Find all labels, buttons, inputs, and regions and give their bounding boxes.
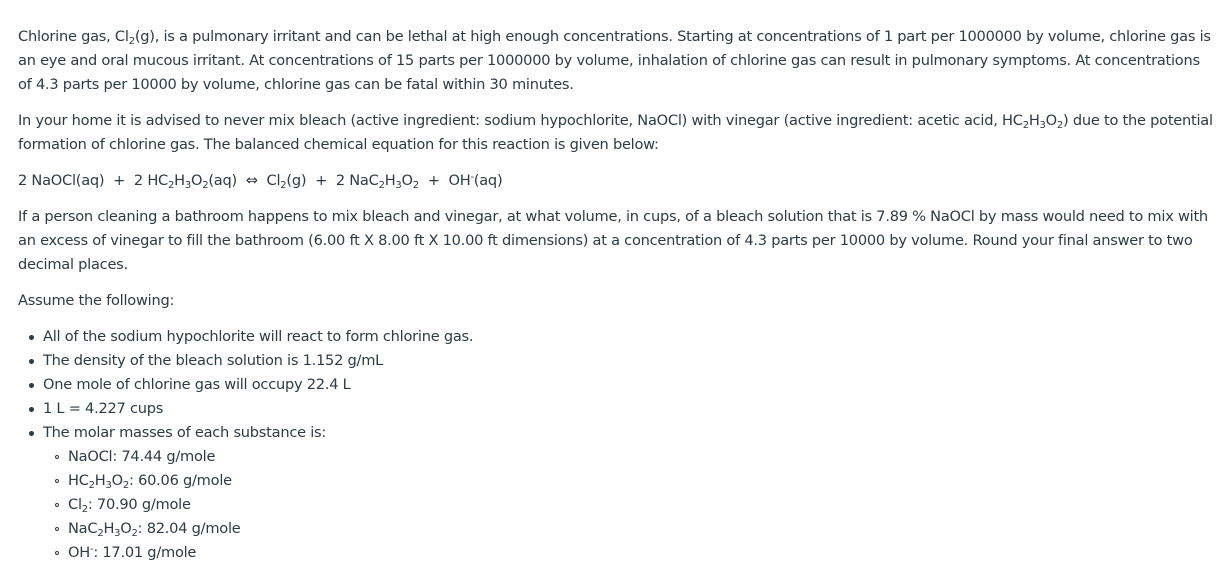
- list-item: $Cl_2$: 70.90 g/mole: [43, 493, 1213, 517]
- subscript: 2: [1056, 120, 1064, 131]
- plus-sign: +: [113, 172, 126, 189]
- context-paragraph: [18, 109, 1213, 157]
- molar-mass-list: [43, 445, 1213, 565]
- reactant-naocl: 2 NaOCl(aq): [18, 172, 105, 189]
- question-content: [18, 25, 1213, 565]
- product-hydroxide: OH-(aq): [448, 172, 503, 189]
- list-item: All of the sodium hypochlorite will react to form chlorine gas.: [18, 325, 1213, 349]
- list-item: The density of the bleach solution is 1.152 g/mL: [18, 349, 1213, 373]
- plus-sign: +: [315, 172, 328, 189]
- plus-sign: +: [427, 172, 440, 189]
- text: ) due to the potential formation of chlorine gas. The balanced chemical equation for this reaction is given below:: [18, 112, 1213, 153]
- list-item: 1 L = 4.227 cups: [18, 397, 1213, 421]
- intro-paragraph: [18, 25, 1213, 97]
- text: The molar masses of each substance is:: [43, 424, 327, 441]
- chemical-equation: [18, 169, 1213, 193]
- assumptions-list: [18, 325, 1213, 565]
- equilibrium-arrow: ⇔: [245, 172, 258, 189]
- text: O: [1045, 112, 1057, 129]
- list-item: [18, 421, 1213, 565]
- list-item: OH-: 17.01 g/mole: [43, 541, 1213, 565]
- list-item: $HC_2H_3O_2$: 60.06 g/mole: [43, 469, 1213, 493]
- product-chlorine: $Cl_2(g)$: [266, 172, 307, 191]
- text: In your home it is advised to never mix bleach (active ingredient: sodium hypochlorite, NaOCl) with vinegar (active ingredient: acetic acid, HC: [18, 112, 1023, 129]
- reactant-acetic-acid: 2 $HC_2H_3O_2(aq)$: [133, 172, 237, 191]
- text: H: [1028, 112, 1040, 129]
- subscript: 2: [128, 36, 135, 47]
- list-item: $NaC_2H_3O_2$: 82.04 g/mole: [43, 517, 1213, 541]
- list-item: NaOCl: 74.44 g/mole: [43, 445, 1213, 469]
- list-item: One mole of chlorine gas will occupy 22.4 L: [18, 373, 1213, 397]
- subscript: 3: [1039, 120, 1046, 131]
- text: (g), is a pulmonary irritant and can be lethal at high enough concentrations. Starting at concentrations of 1 part per 1000000 by volume, chlorine gas is an eye and oral mucous irritant. At concentrations of 15 parts per 1000000 by volume, inhalation of chlorine gas can result in pulmonary symptoms. At concentrations of 4.3 parts per 10000 by volume, chlorine gas can be fatal within 30 minutes.: [18, 28, 1211, 93]
- assume-heading: Assume the following:: [18, 292, 175, 309]
- subscript: 2: [1022, 120, 1029, 131]
- text: Chlorine gas, Cl: [18, 28, 129, 45]
- question-paragraph: If a person cleaning a bathroom happens to mix bleach and vinegar, at what volume, in cups, of a bleach solution that is 7.89 % NaOCl by mass would need to mix with an excess of vinegar to fill the bathroom (6.00 ft X 8.00 ft X 10.00 ft dimensions) at a concentration of 4.3 parts per 10000 by volume. Round your final answer to two decimal places.: [18, 208, 1208, 273]
- product-sodium-acetate: 2 $NaC_2H_3O_2$: [335, 172, 419, 191]
